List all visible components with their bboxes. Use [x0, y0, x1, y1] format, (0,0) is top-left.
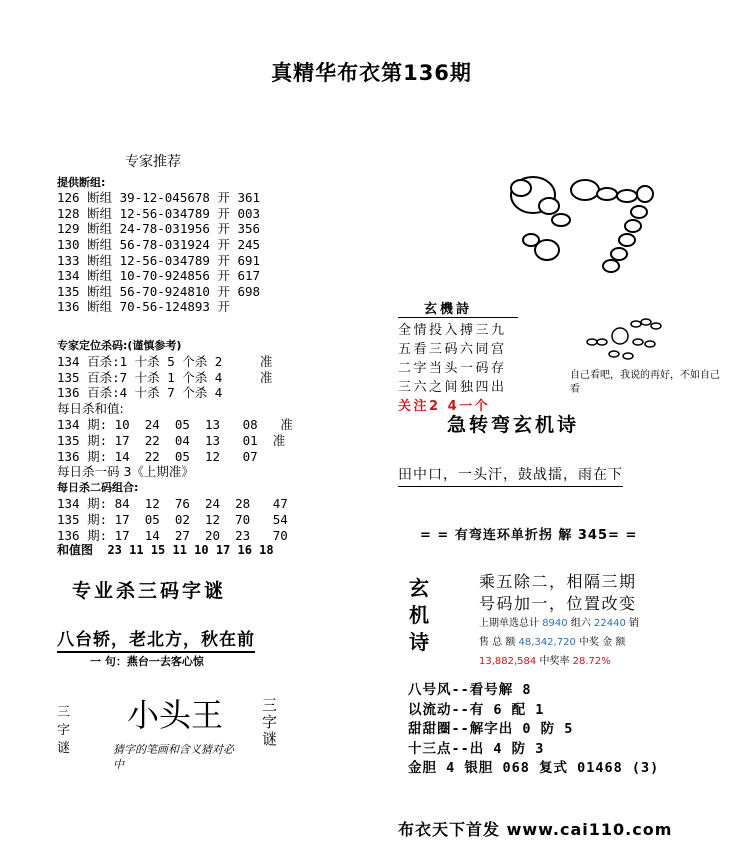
stat-value: 13,882,584: [479, 656, 537, 667]
answer-line: 甜甜圈--解字出 0 防 5: [408, 721, 574, 737]
poem-line: 二字当头一码存: [398, 361, 507, 376]
daily-row: 135 期: 17 22 04 13 01 准: [57, 432, 286, 448]
xuanji-label: [409, 575, 431, 656]
position-row: 136 百杀:4 十杀 7 个杀 4: [57, 385, 223, 401]
riddle-heading: 专业杀三码字谜: [72, 580, 227, 602]
expert-row: 135 断组 56-70-924810 开 698: [57, 283, 261, 299]
xuanji-label-char: 玄: [409, 576, 429, 600]
answer-line: 以流动--有 6 配 1: [408, 701, 545, 718]
small-king-right-label: 三字谜: [262, 696, 278, 748]
xuanji-lines: [479, 571, 637, 615]
stat-value: 48,342,720: [518, 637, 576, 648]
two-code-heading: 每日杀二码组合:: [57, 481, 139, 495]
answer-line: 八号风--看号解 8: [408, 682, 532, 698]
sum-row: 和值图 23 11 15 11 10 17 16 18: [57, 543, 274, 558]
answer-line: 金胆 4 银胆 068 复式 01468 (3): [408, 760, 660, 776]
riddle-hint: 一 句：燕台一去客心惊: [90, 655, 204, 668]
expert-row: 129 断组 24-78-031956 开 356: [57, 221, 261, 237]
two-code-row: 134 期: 84 12 76 24 28 47: [57, 495, 288, 511]
daily-row: 136 期: 14 22 05 12 07: [57, 448, 258, 464]
two-code-row: 135 期: 17 05 02 12 70 54: [57, 511, 288, 527]
small-king-title: 小头王: [127, 696, 224, 734]
poem-title: 玄機詩: [424, 302, 473, 317]
expert-sub: 提供断组:: [57, 175, 106, 189]
bead-bubble-text: 自己看吧，我说的再好，不如自己看: [570, 370, 720, 395]
expert-row: 130 断组 56-78-031924 开 245: [57, 236, 261, 252]
answers-section: [408, 681, 659, 779]
position-row: 134 百杀:1 十杀 5 个杀 2 准: [57, 353, 273, 369]
stat-label: 中奖 金 额: [579, 637, 626, 648]
two-code-row: 136 期: 17 14 27 20 23 70: [57, 527, 288, 543]
one-code: 每日杀一码 3《上期准》: [57, 464, 194, 480]
daily-heading: 每日杀和值:: [57, 401, 124, 417]
xuanji-stats: [479, 614, 699, 671]
expert-heading: 专家推荐: [125, 154, 181, 170]
daily-row: 134 期: 10 24 05 13 08 准: [57, 416, 293, 432]
stat-label: 售 总 额: [479, 637, 516, 648]
stat-value: 22440: [594, 618, 626, 629]
position-section: [57, 338, 357, 559]
poem-focus: 关注2 4一个: [398, 399, 491, 414]
stat-value: 28.72%: [572, 656, 611, 667]
xuanji-label-char: 机: [409, 603, 429, 627]
stat-label: 中奖率: [539, 656, 570, 667]
small-king-desc: 猜字的笔画和含义猜对必中: [113, 743, 234, 771]
riddle-line: 八台轿，老北方，秋在前: [57, 625, 255, 653]
urgent-heading: 急转弯玄机诗: [447, 414, 580, 436]
urgent-line: 田中口，一头汗，鼓战擂，雨在下: [398, 464, 623, 487]
page-title: 真精华布衣第136期: [271, 61, 472, 85]
urgent-tail: = = 有弯连环单折拐 解 345= =: [420, 528, 638, 543]
position-heading: 专家定位杀码:(谨慎参考): [57, 339, 182, 352]
expert-row: 126 断组 39-12-045678 开 361: [57, 190, 261, 206]
xuanji-label-char: 诗: [409, 630, 429, 654]
poem-divider: [398, 317, 518, 318]
expert-section: [57, 155, 357, 315]
stat-label: 销: [629, 618, 640, 629]
expert-row: 136 断组 70-56-124893 开: [57, 299, 230, 315]
position-row: 135 百杀:7 十杀 1 个杀 4 准: [57, 369, 273, 385]
xuanji-line: 乘五除二，相隔三期: [479, 572, 637, 591]
expert-row: 133 断组 12-56-034789 开 691: [57, 252, 261, 268]
poem-line: 全情投入搏三九: [398, 323, 507, 338]
stat-label: 组六: [570, 618, 591, 629]
stat-label: 上期单选总计: [479, 618, 539, 629]
small-king-left-label: 三字谜: [57, 705, 71, 756]
expert-row: 128 断组 12-56-034789 开 003: [57, 205, 261, 221]
beaded-number-graphic: [495, 150, 675, 275]
poem-line: 五看三码六同宫: [398, 342, 507, 357]
expert-row: 134 断组 10-70-924856 开 617: [57, 268, 261, 284]
bead-figure: [580, 312, 670, 367]
stat-value: 8940: [542, 618, 568, 629]
xuanji-line: 号码加一，位置改变: [479, 594, 637, 613]
footer-link[interactable]: 布衣天下首发 www.cai110.com: [398, 820, 673, 839]
answer-line: 十三点--出 4 防 3: [408, 740, 545, 757]
poem-line: 三六之间独四出: [398, 380, 507, 395]
